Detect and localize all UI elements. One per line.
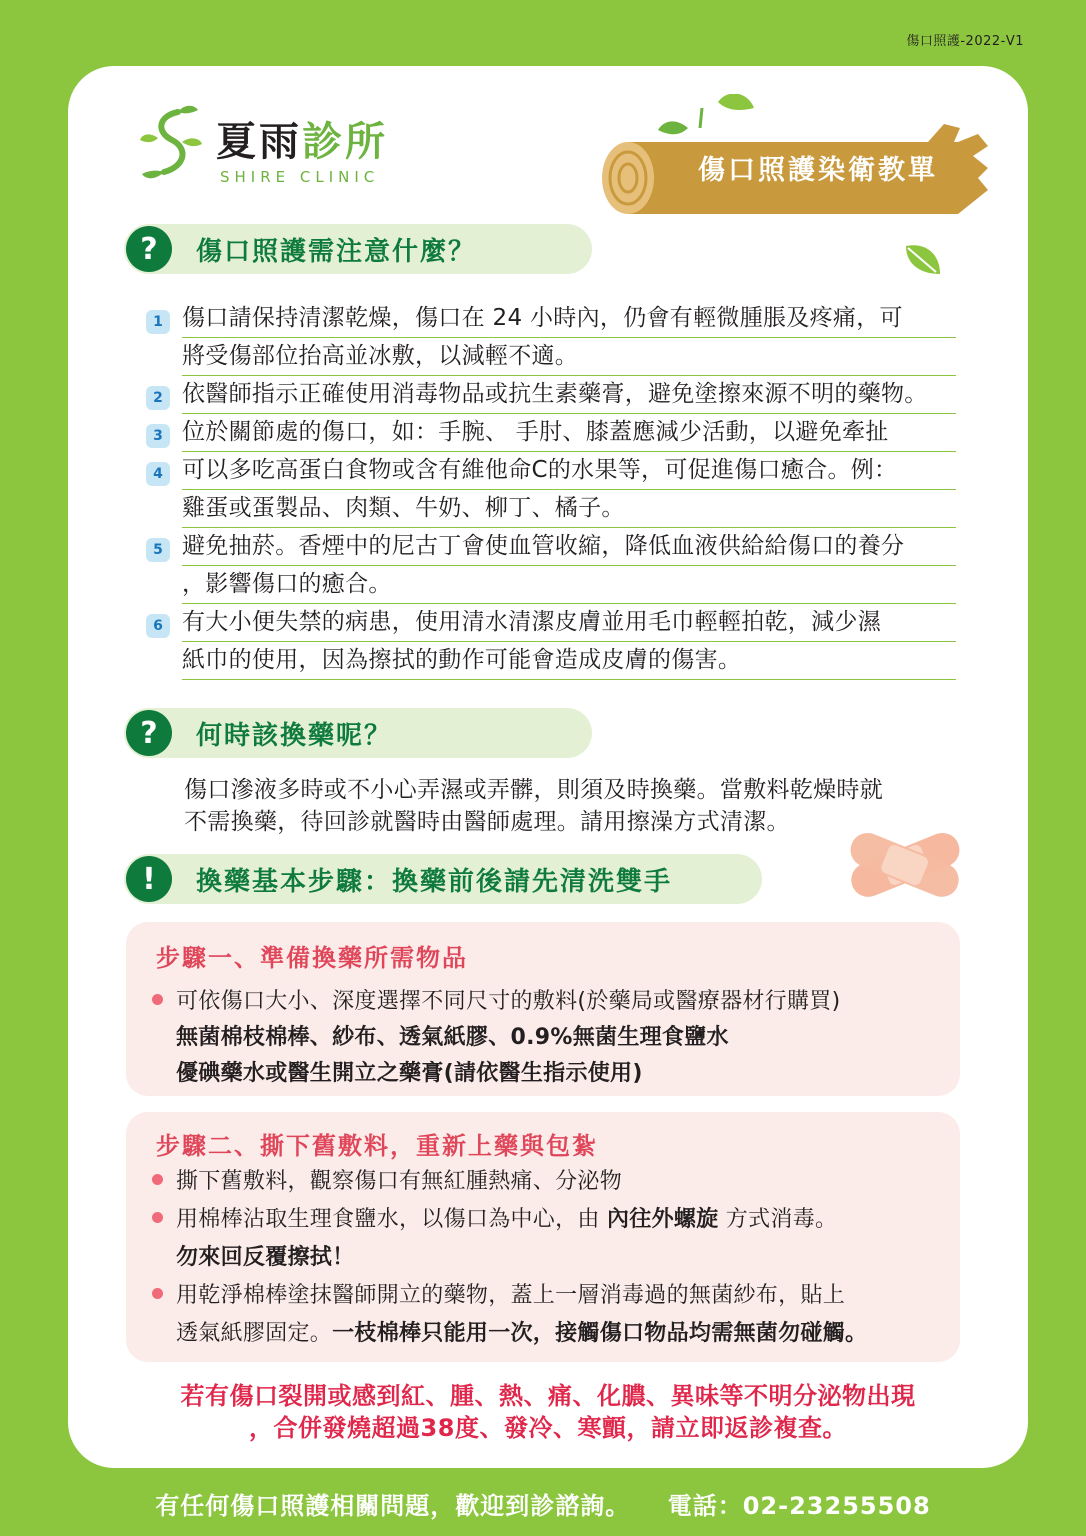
footer-text: 有任何傷口照護相關問題，歡迎到診諮詢。 xyxy=(155,1492,631,1520)
emphasis-text: 內往外螺旋 xyxy=(607,1207,719,1232)
clinic-name xyxy=(216,110,388,167)
section-title: 傷口照護需注意什麼？ xyxy=(196,236,477,267)
bullet-continuation: 勿來回反覆擦拭！ xyxy=(176,1245,355,1270)
step-title: 步驟一、準備換藥所需物品 xyxy=(156,944,468,972)
bullet-item: 用乾淨棉棒塗抹醫師開立的藥物，蓋上一層消毒過的無菌紗布，貼上 xyxy=(176,1278,845,1309)
list-item xyxy=(146,604,956,680)
bullet-text: 方式消毒。 xyxy=(718,1207,838,1232)
step-two-box xyxy=(126,1112,960,1362)
list-item xyxy=(146,528,956,604)
section-title: 換藥基本步驟：換藥前後請先清洗雙手 xyxy=(196,866,673,897)
warning-line: ，合併發燒超過38度、發冷、寒顫，請立即返診複查。 xyxy=(249,1414,847,1442)
bullet-text: 用棉棒沾取生理食鹽水，以傷口為中心，由 xyxy=(176,1207,607,1232)
list-item xyxy=(146,414,956,452)
list-item xyxy=(146,376,956,414)
section-header-precautions xyxy=(124,224,592,274)
supply-list-line: 優碘藥水或醫生開立之藥膏(請依醫生指示使用) xyxy=(176,1061,643,1086)
section-header-dressing-change xyxy=(124,708,592,758)
paragraph-line: 傷口滲液多時或不小心弄濕或弄髒，則須及時換藥。當敷料乾燥時就 xyxy=(184,777,883,803)
bullet-item: 可依傷口大小、深度選擇不同尺寸的敷料(於藥局或醫療器材行購買) xyxy=(176,984,840,1015)
clinic-name-part: 診所 xyxy=(302,119,388,165)
list-item xyxy=(146,300,956,376)
bullet-text: 透氣紙膠固定。 xyxy=(176,1321,333,1346)
question-icon: ? xyxy=(126,226,172,272)
clinic-name-english: SHIRE CLINIC xyxy=(220,168,380,186)
step-one-box xyxy=(126,922,960,1096)
footer-phone: 電話：02-23255508 xyxy=(667,1492,931,1520)
item-number: 5 xyxy=(146,538,170,562)
item-number: 4 xyxy=(146,462,170,486)
warning-text xyxy=(68,1380,1028,1444)
item-number: 6 xyxy=(146,614,170,638)
item-text: 有大小便失禁的病患，使用清水清潔皮膚並用毛巾輕輕拍乾，減少濕 xyxy=(182,604,956,642)
item-text: ，影響傷口的癒合。 xyxy=(182,566,956,604)
section-header-steps xyxy=(124,854,762,904)
paragraph-line: 不需換藥，待回診就醫時由醫師處理。請用擦澡方式清潔。 xyxy=(184,809,790,835)
leaf-icon xyxy=(904,242,942,276)
bullet-continuation xyxy=(176,1316,867,1347)
item-text: 位於關節處的傷口，如：手腕、 手肘、膝蓋應減少活動，以避免牽扯 xyxy=(182,414,956,452)
item-text: 避免抽菸。香煙中的尼古丁會使血管收縮，降低血液供給給傷口的養分 xyxy=(182,528,956,566)
item-number: 2 xyxy=(146,386,170,410)
bullet-item: 撕下舊敷料，觀察傷口有無紅腫熱痛、分泌物 xyxy=(176,1164,622,1195)
item-text: 依醫師指示正確使用消毒物品或抗生素藥膏，避免塗擦來源不明的藥物。 xyxy=(182,376,956,414)
item-number: 3 xyxy=(146,424,170,448)
question-icon: ? xyxy=(126,710,172,756)
handout-card xyxy=(68,66,1028,1468)
clinic-logo xyxy=(138,102,418,192)
list-item xyxy=(146,452,956,528)
item-number: 1 xyxy=(146,310,170,334)
section-title: 何時該換藥呢？ xyxy=(196,720,393,751)
bullet-item xyxy=(176,1202,837,1233)
step-title: 步驟二、撕下舊敷料，重新上藥與包紮 xyxy=(156,1132,598,1160)
document-code: 傷口照護-2022-V1 xyxy=(906,34,1024,49)
clinic-name-part: 夏雨 xyxy=(216,119,302,165)
clinic-logo-mark xyxy=(138,102,208,186)
item-text: 紙巾的使用，因為擦拭的動作可能會造成皮膚的傷害。 xyxy=(182,642,956,680)
supply-list-line: 無菌棉枝棉棒、紗布、透氣紙膠、0.9%無菌生理食鹽水 xyxy=(176,1025,729,1050)
precautions-list xyxy=(146,300,956,680)
exclamation-icon: ! xyxy=(126,856,172,902)
item-text: 雞蛋或蛋製品、肉類、牛奶、柳丁、橘子。 xyxy=(182,490,956,528)
item-text: 將受傷部位抬高並冰敷，以減輕不適。 xyxy=(182,338,956,376)
footer xyxy=(0,1486,1086,1521)
bandage-icon xyxy=(842,824,968,904)
sheet-title: 傷口照護染衛教單 xyxy=(698,155,938,186)
warning-line: 若有傷口裂開或感到紅、腫、熱、痛、化膿、異味等不明分泌物出現 xyxy=(180,1382,916,1410)
emphasis-text: 一枝棉棒只能用一次，接觸傷口物品均需無菌勿碰觸。 xyxy=(332,1321,868,1346)
item-text: 傷口請保持清潔乾燥，傷口在 24 小時內，仍會有輕微腫脹及疼痛，可 xyxy=(182,300,956,338)
item-text: 可以多吃高蛋白食物或含有維他命C的水果等，可促進傷口癒合。例： xyxy=(182,452,956,490)
